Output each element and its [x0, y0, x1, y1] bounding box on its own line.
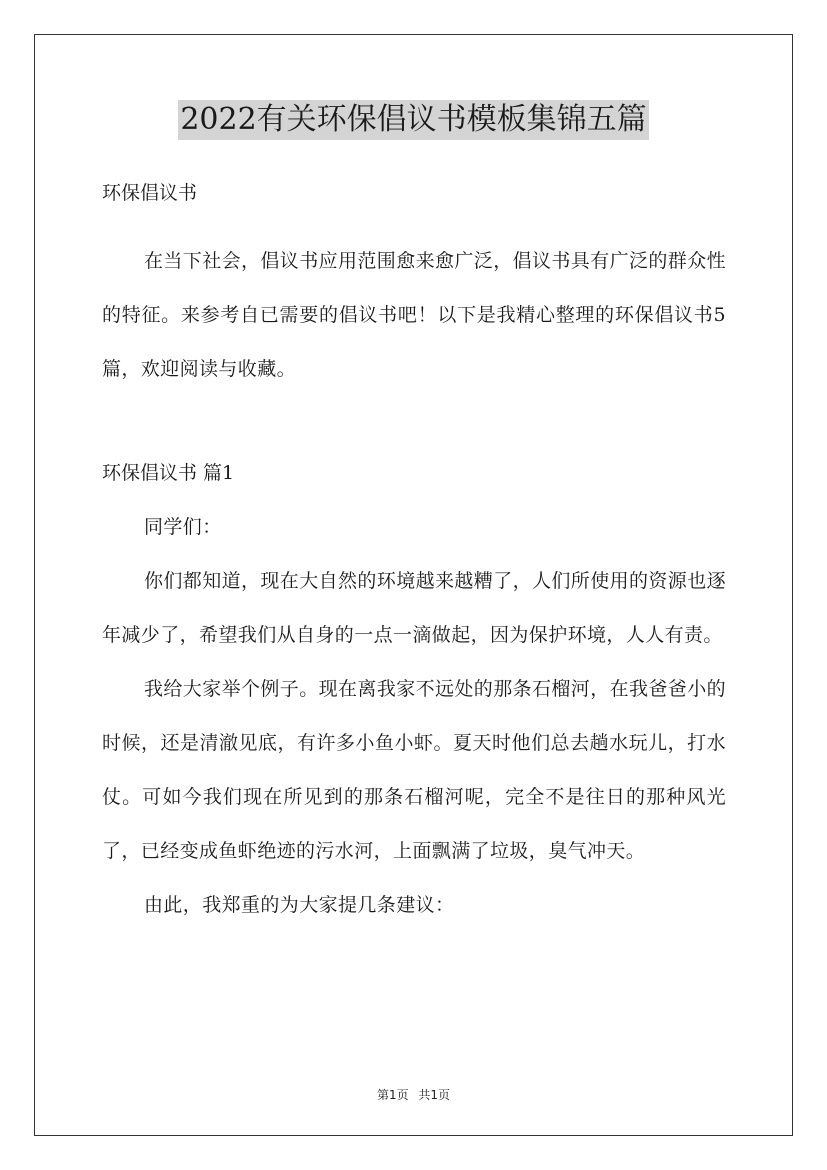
document-body [102, 176, 726, 932]
page-footer [0, 1086, 827, 1103]
section-heading: 环保倡议书 篇1 [102, 462, 235, 484]
document-title: 2022有关环保倡议书模板集锦五篇 [178, 100, 648, 140]
page-number: 第1页 [376, 1088, 409, 1102]
intro-heading: 环保倡议书 [102, 182, 198, 204]
paragraph: 由此，我郑重的为大家提几条建议： [144, 894, 455, 916]
paragraph: 你们都知道，现在大自然的环境越来越糟了，人们所使用的资源也逐年减少了，希望我们从自身的一点一滴做起，因为保护环境，人人有责。 [102, 570, 727, 646]
title-container [0, 100, 827, 140]
page-total: 共1页 [418, 1088, 451, 1102]
paragraph: 同学们： [144, 516, 222, 538]
paragraph: 我给大家举个例子。现在离我家不远处的那条石榴河，在我爸爸小的时候，还是清澈见底，有许多小鱼小虾。夏天时他们总去趟水玩儿，打水仗。可如今我们现在所见到的那条石榴河呢，完全不是往日的那种风光了，已经变成鱼虾绝迹的污水河，上面飘满了垃圾，臭气冲天。 [102, 678, 727, 862]
intro-paragraph: 在当下社会，倡议书应用范围愈来愈广泛，倡议书具有广泛的群众性的特征。来参考自已需要的倡议书吧！以下是我精心整理的环保倡议书5篇，欢迎阅读与收藏。 [102, 250, 727, 380]
